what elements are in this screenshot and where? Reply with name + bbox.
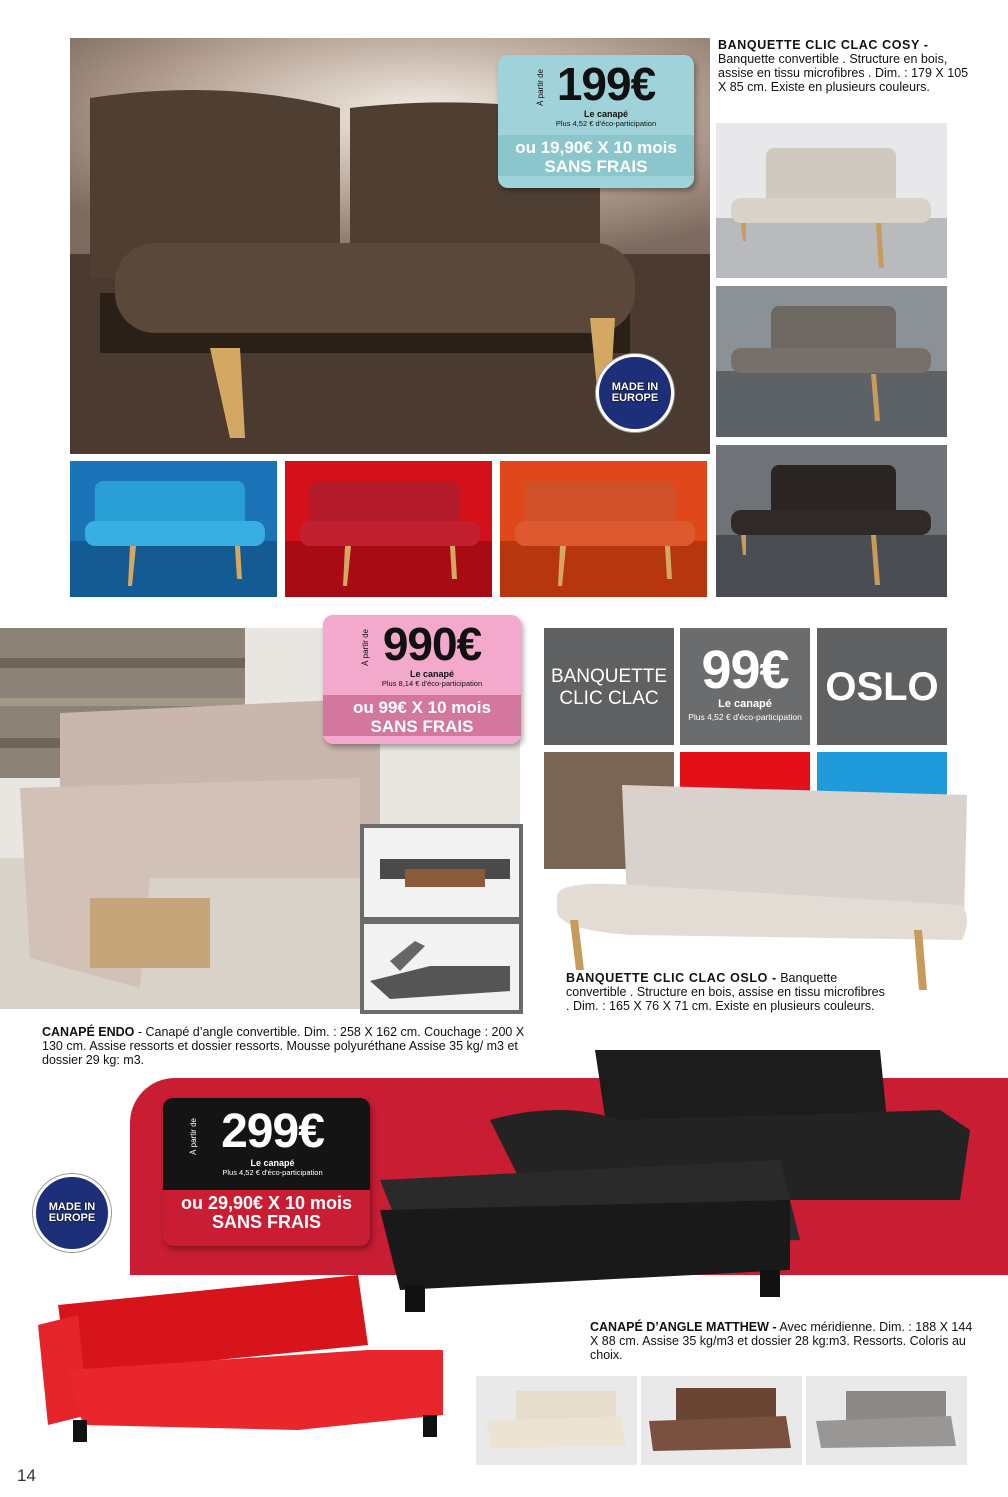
matthew-variant-brown — [641, 1376, 802, 1465]
cosy-variant-black — [716, 445, 947, 597]
price-eco: Plus 4,52 € d'éco-participation — [555, 119, 657, 128]
price-amount: 199€ — [556, 58, 656, 110]
oslo-tile-label — [544, 628, 674, 745]
page-number: 14 — [17, 1466, 36, 1485]
oslo-text: Banquette convertible . Structure en bois, assise en tissu microfibres . Dim. : 165 X 76 X 71 cm. Existe en plusieurs couleurs. — [566, 971, 885, 1013]
price-credit: ou 29,90€ X 10 mois — [180, 1193, 353, 1213]
price-from-label: À partir de — [536, 69, 545, 106]
price-unit: Le canapé — [250, 1158, 295, 1168]
oslo-tile-price — [680, 628, 810, 745]
matthew-black-sofa-photo — [380, 1040, 972, 1312]
oslo-tile-price-amount: 99€ — [701, 640, 789, 700]
price-unit: Le canapé — [583, 109, 629, 119]
endo-detail-storage — [360, 921, 523, 1014]
price-from-label: À partir de — [189, 1118, 198, 1155]
price-from-label: À partir de — [361, 629, 370, 666]
price-nofee: SANS FRAIS — [211, 1212, 321, 1232]
matthew-text: Avec méridienne. Dim. : 188 X 144 X 88 cm. Assise 35 kg/m3 et dossier 28 kg:m3. Ressorts. Coloris au choix. — [590, 1320, 973, 1362]
matthew-description — [590, 1320, 975, 1362]
cosy-text: Banquette convertible . Structure en bois, assise en tissu microfibres . Dim. : 179 X 105 X 85 cm. Existe en plusieurs couleurs. — [718, 52, 969, 94]
matthew-variant-grey — [806, 1376, 967, 1465]
endo-price-box — [323, 615, 521, 744]
price-credit: ou 99€ X 10 mois — [353, 698, 491, 717]
price-credit: ou 19,90€ X 10 mois — [515, 138, 677, 157]
badge-text: MADE IN EUROPE — [48, 1201, 96, 1224]
oslo-tile-price-unit: Le canapé — [718, 698, 772, 710]
cosy-variant-beige — [716, 123, 947, 278]
cosy-variant-orange — [500, 461, 707, 597]
cosy-variant-red — [285, 461, 492, 597]
endo-text: - Canapé d’angle convertible. Dim. : 258 X 162 cm. Couchage : 200 X 130 cm. Assise ressorts et dossier ressorts. Mousse polyuréthane Assise 35 kg/ m3 et dossier 29 kg: m3. — [42, 1025, 525, 1067]
price-unit: Le canapé — [409, 669, 455, 679]
oslo-main-photo — [552, 780, 972, 995]
endo-detail-sofabed — [360, 824, 523, 921]
price-nofee: SANS FRAIS — [370, 717, 474, 736]
cosy-title: BANQUETTE CLIC CLAC COSY - — [718, 38, 929, 52]
endo-title: CANAPÉ ENDO — [42, 1025, 135, 1039]
made-in-europe-badge — [596, 354, 674, 432]
oslo-title: BANQUETTE CLIC CLAC OSLO - — [566, 971, 777, 985]
oslo-tile-label-text: BANQUETTE CLIC CLAC — [550, 666, 668, 709]
price-amount: 299€ — [221, 1105, 324, 1158]
matthew-title: CANAPÉ D’ANGLE MATTHEW - — [590, 1320, 777, 1334]
price-nofee: SANS FRAIS — [544, 157, 648, 176]
made-in-europe-badge — [33, 1174, 111, 1252]
price-amount: 990€ — [382, 618, 482, 670]
matthew-price-box — [163, 1098, 370, 1246]
matthew-red-sofa-photo — [38, 1265, 448, 1455]
cosy-variant-blue — [70, 461, 277, 597]
cosy-description — [718, 38, 974, 94]
price-eco: Plus 4,52 € d'éco-participation — [222, 1168, 323, 1177]
cosy-price-box — [498, 55, 694, 188]
oslo-tile-price-eco: Plus 4,52 € d'éco-participation — [688, 712, 802, 722]
badge-text: MADE IN EUROPE — [611, 381, 659, 404]
price-eco: Plus 8,14 € d'éco-participation — [381, 679, 483, 688]
cosy-variant-grey — [716, 286, 947, 437]
oslo-tile-name — [817, 628, 947, 745]
matthew-variant-beige — [476, 1376, 637, 1465]
oslo-description — [566, 971, 888, 1013]
oslo-tile-name-text: OSLO — [825, 665, 939, 709]
